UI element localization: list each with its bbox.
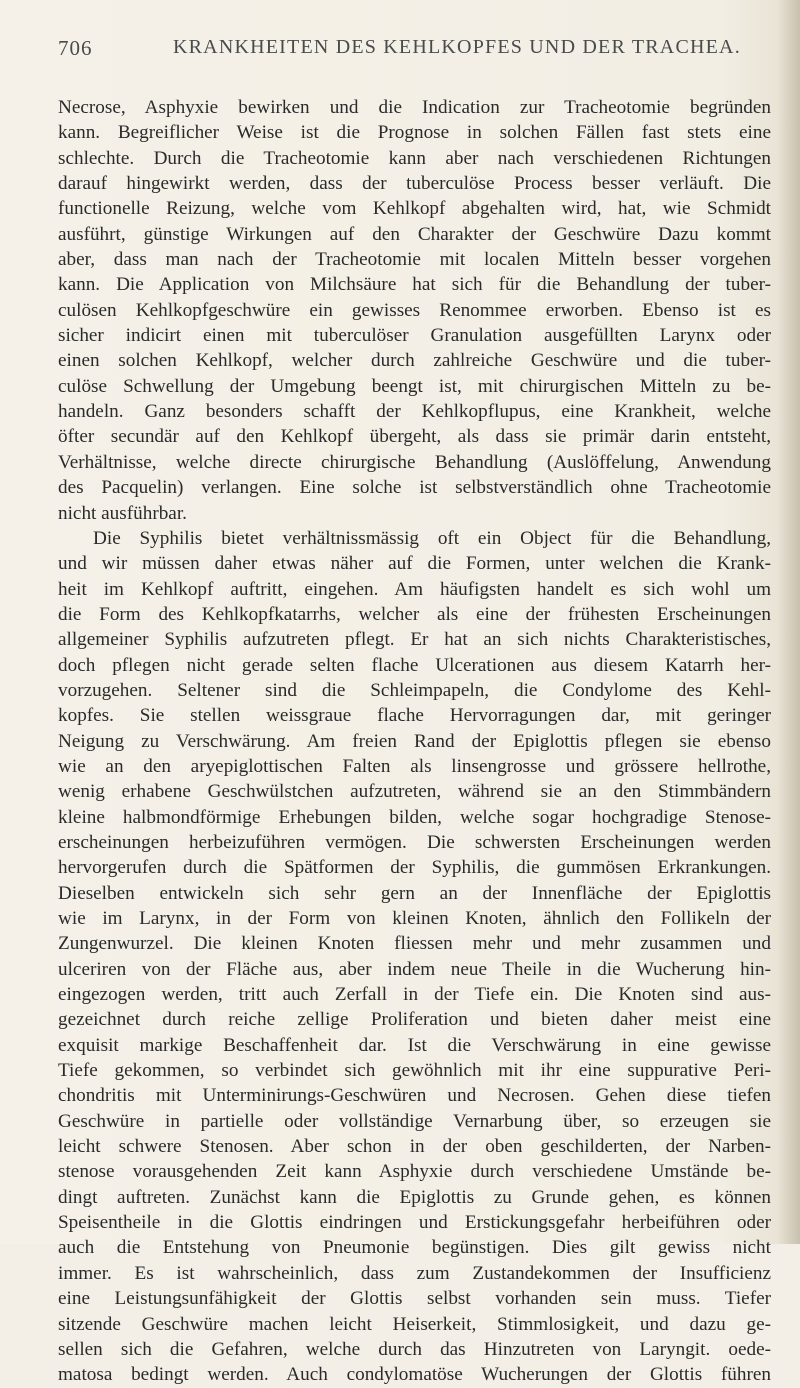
text-line: Necrose, Asphyxie bewirken und die Indication zur Tracheotomie begründen [58, 97, 771, 118]
text-line: darauf hingewirkt werden, dass der tuberculöse Process besser verläuft. Die [58, 173, 771, 195]
text-line: auch die Entstehung von Pneumonie begünstigen. Dies gilt gewiss nicht [58, 1237, 771, 1259]
text-line: ausführt, günstige Wirkungen auf den Charakter der Geschwüre Dazu kommt [58, 223, 771, 245]
text-line: allgemeiner Syphilis aufzutreten pflegt. Er hat an sich nichts Charakteristisches, [58, 629, 771, 651]
text-line: kopfes. Sie stellen weissgraue flache Hervorragungen dar, mit geringer [58, 705, 771, 727]
text-line: des Pacquelin) verlangen. Eine solche ist selbstverständlich ohne Tracheotomie [58, 477, 771, 499]
text-line: Dieselben entwickeln sich sehr gern an der Innenfläche der Epiglottis [58, 882, 771, 904]
text-line: aber, dass man nach der Tracheotomie mit localen Mitteln besser vorgehen [58, 249, 771, 271]
text-line: kleine halbmondförmige Erhebungen bilden, welche sogar hochgradige Stenose- [58, 806, 771, 828]
text-line: immer. Es ist wahrscheinlich, dass zum Zustandekommen der Insufficienz [58, 1262, 771, 1284]
text-line: eine Leistungsunfähigkeit der Glottis selbst vorhanden sein muss. Tiefer [58, 1288, 771, 1310]
running-title: KRANKHEITEN DES KEHLKOPFES UND DER TRACHEA. [173, 36, 741, 58]
page-edge-shadow [778, 0, 800, 1244]
text-line: sellen sich die Gefahren, welche durch das Hinzutreten von Laryngit. oede- [58, 1338, 771, 1360]
text-line: Speisentheile in die Glottis eindringen und Erstickungsgefahr herbeiführen oder [58, 1212, 771, 1234]
text-line: wie im Larynx, in der Form von kleinen Knoten, ähnlich den Follikeln der [58, 908, 771, 929]
text-line: und wir müssen daher etwas näher auf die Formen, unter welchen die Krank- [58, 553, 771, 575]
text-line: ulceriren von der Fläche aus, aber indem neue Theile in die Wucherung hin- [58, 958, 771, 980]
text-line: öfter secundär auf den Kehlkopf übergeht, als dass sie primär darin entsteht, [58, 426, 771, 448]
text-line: sitzende Geschwüre machen leicht Heiserkeit, Stimmlosigkeit, und dazu ge- [58, 1313, 771, 1335]
text-line: Geschwüre in partielle oder vollständige Vernarbung über, so erzeugen sie [58, 1110, 771, 1132]
text-line: leicht schwere Stenosen. Aber schon in der oben geschilderten, der Narben- [58, 1136, 771, 1158]
text-line: eingezogen werden, tritt auch Zerfall in der Tiefe ein. Die Knoten sind aus- [58, 984, 771, 1006]
body-text [58, 95, 771, 1388]
text-line: Zungenwurzel. Die kleinen Knoten fliessen mehr und mehr zusammen und [58, 933, 771, 955]
text-line: wie an den aryepiglottischen Falten als linsengrosse und grössere hellrothe, [58, 755, 771, 777]
text-line: doch pflegen nicht gerade selten flache Ulcerationen aus diesem Katarrh her- [58, 654, 771, 676]
text-line: chondritis mit Unterminirungs-Geschwüren und Necrosen. Gehen diese tiefen [58, 1085, 771, 1107]
text-line: nicht ausführbar. [58, 502, 187, 524]
text-line: wenig erhabene Geschwülstchen aufzutreten, während sie an den Stimmbändern [58, 781, 771, 803]
text-line: exquisit markige Beschaffenheit dar. Ist die Verschwärung in eine gewisse [58, 1034, 771, 1056]
text-line: heit im Kehlkopf auftritt, eingehen. Am häufigsten handelt es sich wohl um [58, 578, 771, 600]
text-line: dingt auftreten. Zunächst kann die Epiglottis zu Grunde gehen, es können [58, 1186, 771, 1208]
text-line: vorzugehen. Seltener sind die Schleimpapeln, die Condylome des Kehl- [58, 679, 771, 701]
text-line: erscheinungen herbeizuführen vermögen. Die schwersten Erscheinungen werden [58, 831, 771, 853]
page-header [58, 36, 772, 76]
text-line: Neigung zu Verschwärung. Am freien Rand der Epiglottis pflegen sie ebenso [58, 730, 771, 752]
paragraph-start-line: Die Syphilis bietet verhältnissmässig oft ein Object für die Behandlung, [93, 527, 771, 549]
text-line: Verhältnisse, welche directe chirurgische Behandlung (Auslöffelung, Anwendung [58, 451, 771, 473]
text-line: hervorgerufen durch die Spätformen der Syphilis, die gummösen Erkrankungen. [58, 857, 771, 879]
text-line: functionelle Reizung, welche vom Kehlkopf abgehalten wird, hat, wie Schmidt [58, 198, 771, 220]
text-line: culösen Kehlkopfgeschwüre ein gewisses Renommee erworben. Ebenso ist es [58, 299, 771, 321]
text-line: kann. Begreiflicher Weise ist die Prognose in solchen Fällen fast stets eine [58, 122, 771, 144]
text-line: einen solchen Kehlkopf, welcher durch zahlreiche Geschwüre und die tuber- [58, 350, 771, 372]
text-line: handeln. Ganz besonders schafft der Kehlkopflupus, eine Krankheit, welche [58, 401, 771, 423]
text-line: culöse Schwellung der Umgebung beengt ist, mit chirurgischen Mitteln zu be- [58, 375, 771, 397]
text-line: kann. Die Application von Milchsäure hat sich für die Behandlung der tuber- [58, 274, 771, 296]
text-line: matosa bedingt werden. Auch condylomatöse Wucherungen der Glottis führen [58, 1364, 771, 1386]
text-line: stenose vorausgehenden Zeit kann Asphyxie durch verschiedene Umstände be- [58, 1161, 771, 1183]
text-line: sicher indicirt einen mit tuberculöser Granulation ausgefüllten Larynx oder [58, 325, 771, 347]
text-line: die Form des Kehlkopfkatarrhs, welcher als eine der frühesten Erscheinungen [58, 603, 771, 625]
page-number: 706 [58, 36, 93, 60]
text-line: Tiefe gekommen, so verbindet sich gewöhnlich mit ihr eine suppurative Peri- [58, 1060, 771, 1082]
text-line: gezeichnet durch reiche zellige Proliferation und bieten daher meist eine [58, 1009, 771, 1031]
text-line: schlechte. Durch die Tracheotomie kann aber nach verschiedenen Richtungen [58, 147, 771, 169]
